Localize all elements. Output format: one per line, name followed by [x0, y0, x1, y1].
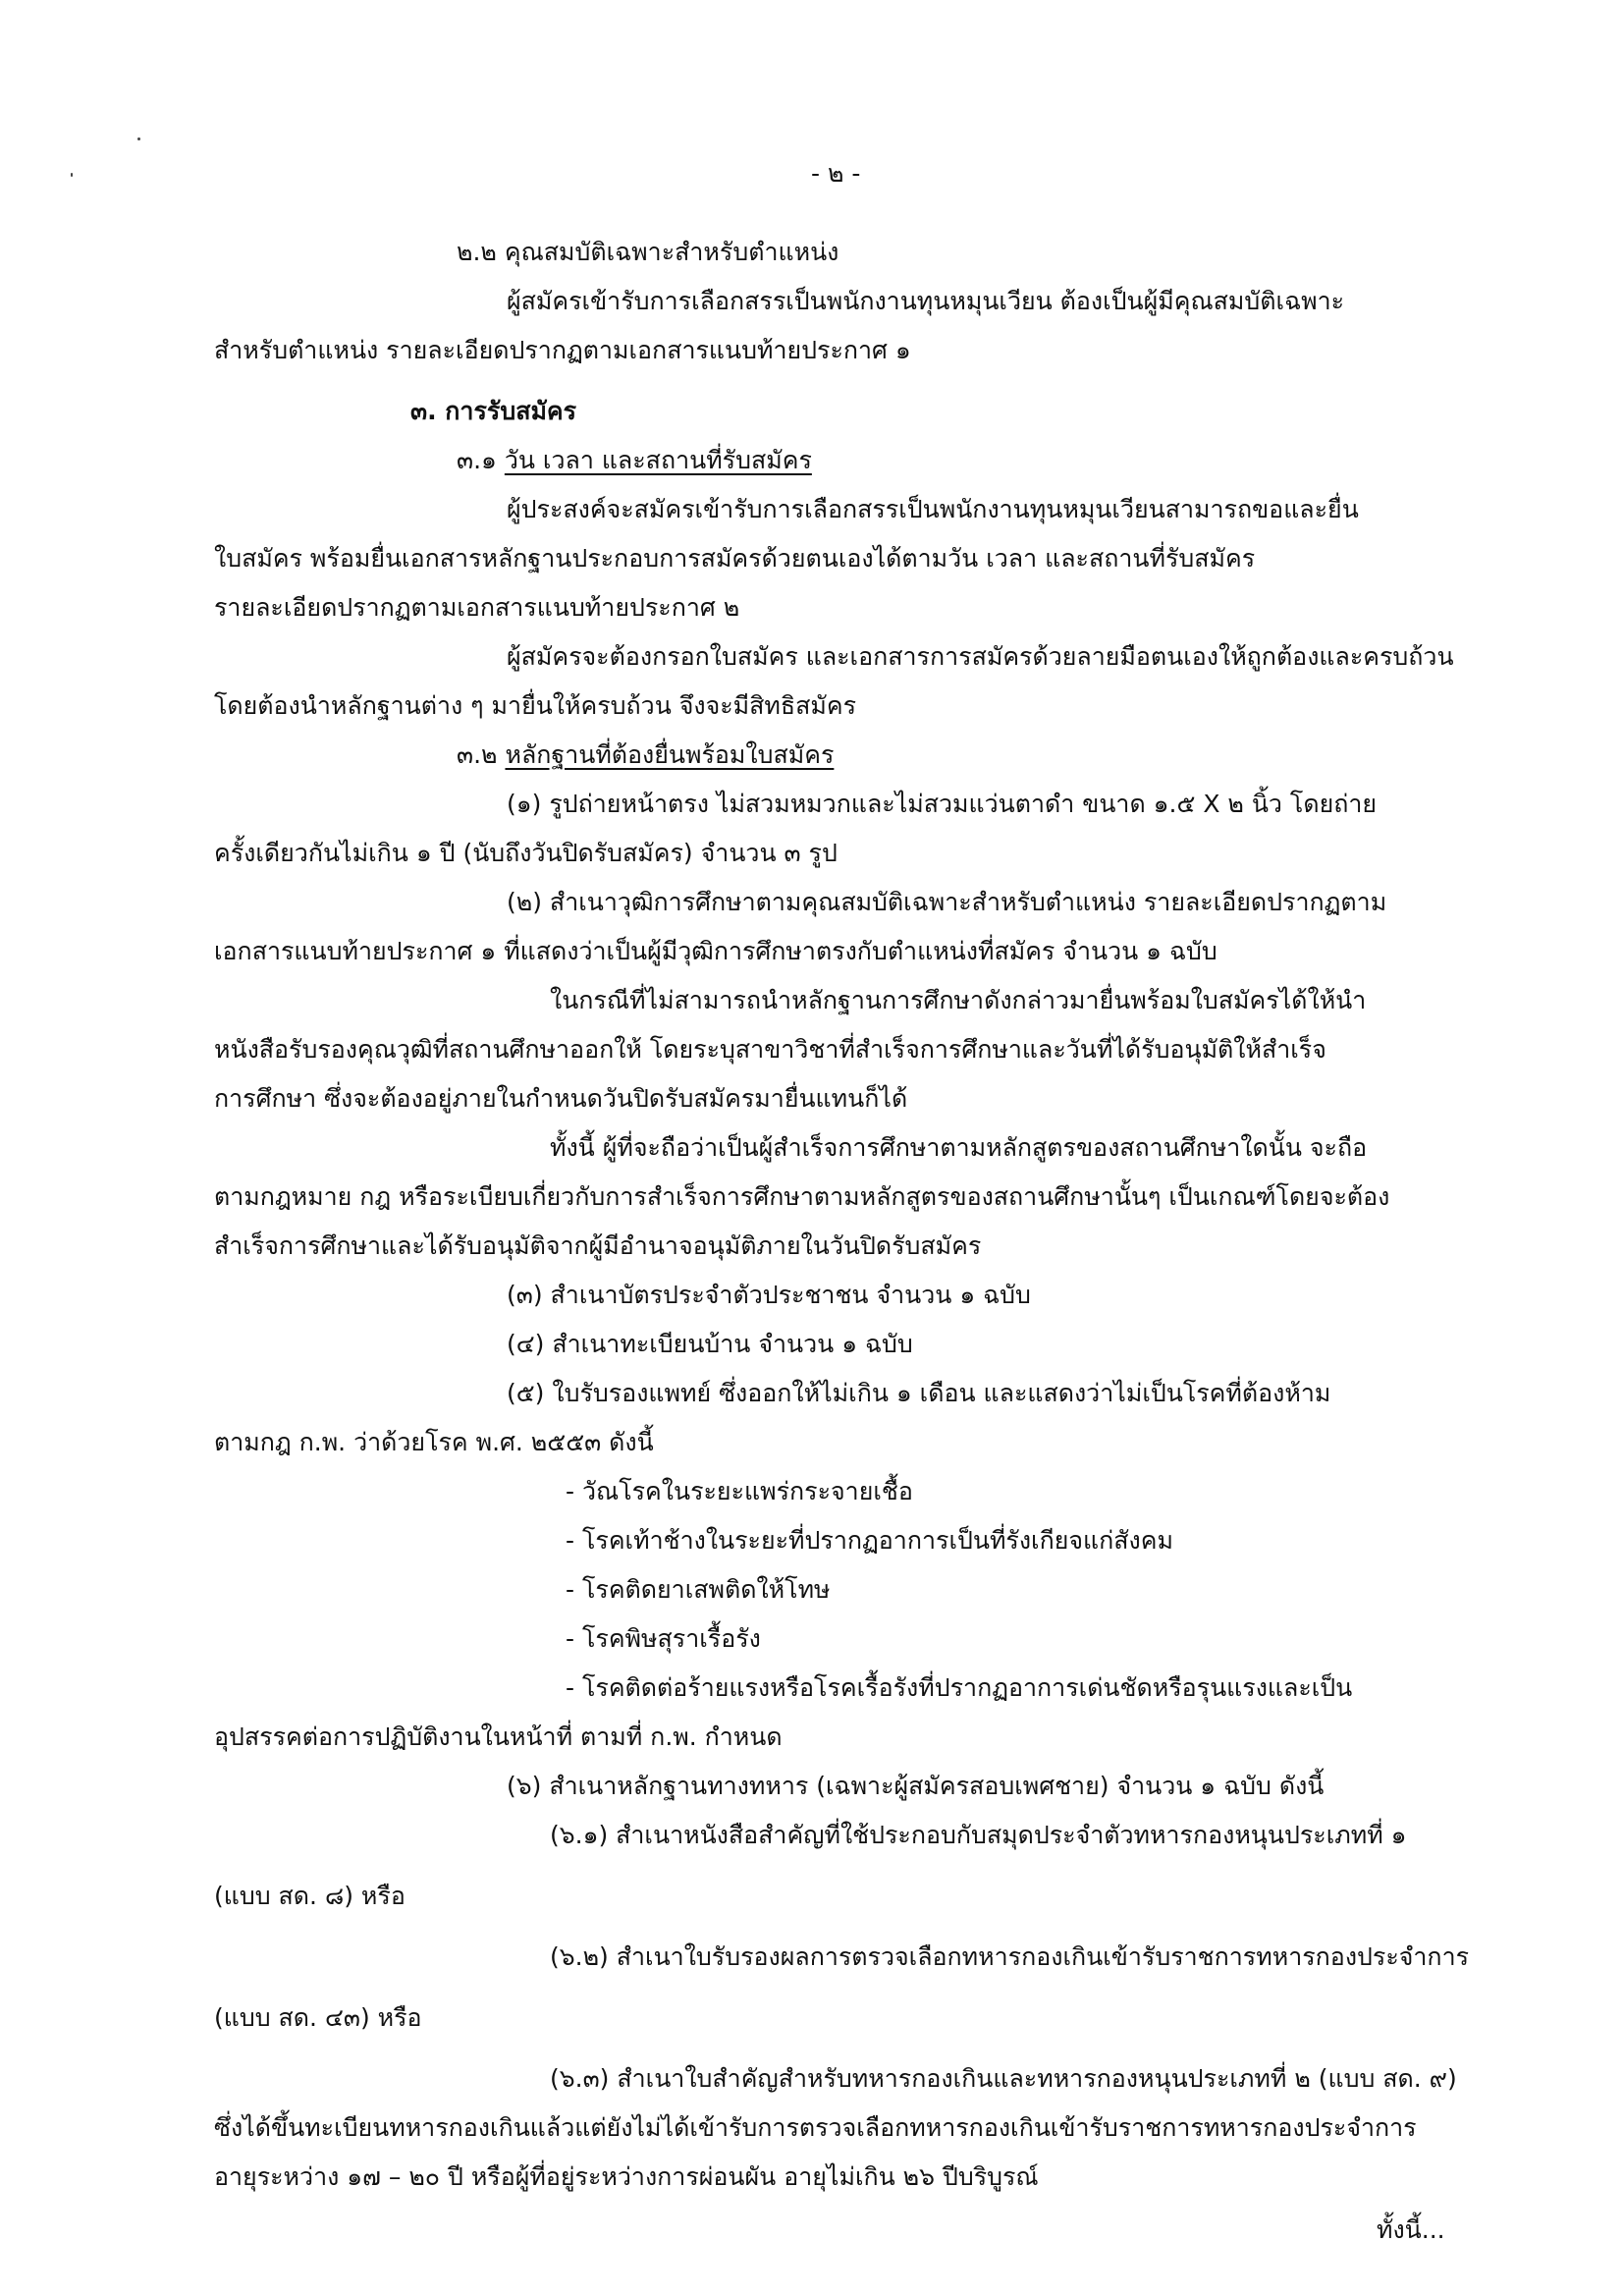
item-6-3-line: (๖.๓) สำเนาใบสำคัญสำหรับทหารกองเกินและทหารกองหนุนประเภทที่ ๒ (แบบ สด. ๙) [550, 2064, 1457, 2093]
disease-item: - โรคติดต่อร้ายแรงหรือโรคเรื้อรังที่ปรากฏอาการเด่นชัดหรือรุนแรงและเป็น [566, 1673, 1353, 1702]
item-2-note-line: หนังสือรับรองคุณวุฒิที่สถานศึกษาออกให้ โดยระบุสาขาวิชาที่สำเร็จการศึกษาและวันที่ได้รับอนุมัติให้สำเร็จ [214, 1035, 1326, 1064]
section-2-2-heading: ๒.๒ คุณสมบัติเฉพาะสำหรับตำแหน่ง [457, 238, 839, 266]
item-1-line: (๑) รูปถ่ายหน้าตรง ไม่สวมหมวกและไม่สวมแว่นตาดำ ขนาด ๑.๕ X ๒ นิ้ว โดยถ่าย [507, 790, 1378, 818]
section-3-1-para-line: รายละเอียดปรากฏตามเอกสารแนบท้ายประกาศ ๒ [214, 593, 740, 622]
item-2-note2-line: ทั้งนี้ ผู้ที่จะถือว่าเป็นผู้สำเร็จการศึกษาตามหลักสูตรของสถานศึกษาใดนั้น จะถือ [550, 1133, 1368, 1162]
disease-item: - วัณโรคในระยะแพร่กระจายเชื้อ [566, 1477, 913, 1505]
disease-item: - โรคเท้าช้างในระยะที่ปรากฏอาการเป็นที่รังเกียจแก่สังคม [566, 1526, 1173, 1555]
item-6-2-line: (๖.๒) สำเนาใบรับรองผลการตรวจเลือกทหารกองเกินเข้ารับราชการทหารกองประจำการ [550, 1942, 1470, 1971]
item-6: (๖) สำเนาหลักฐานทางทหาร (เฉพาะผู้สมัครสอบเพศชาย) จำนวน ๑ ฉบับ ดังนี้ [507, 1772, 1325, 1800]
item-6-3-line: ซึ่งได้ขึ้นทะเบียนทหารกองเกินแล้วแต่ยังไม่ได้เข้ารับการตรวจเลือกทหารกองเกินเข้ารับราชการทหารกองประจำการ [214, 2113, 1417, 2142]
item-5-line: (๕) ใบรับรองแพทย์ ซึ่งออกให้ไม่เกิน ๑ เดือน และแสดงว่าไม่เป็นโรคที่ต้องห้าม [507, 1379, 1331, 1407]
item-2-line: เอกสารแนบท้ายประกาศ ๑ ที่แสดงว่าเป็นผู้มีวุฒิการศึกษาตรงกับตำแหน่งที่สมัคร จำนวน ๑ ฉบับ [214, 937, 1217, 965]
item-3: (๓) สำเนาบัตรประจำตัวประชาชน จำนวน ๑ ฉบับ [507, 1281, 1031, 1309]
section-3-2-heading [457, 738, 834, 772]
item-4: (๔) สำเนาทะเบียนบ้าน จำนวน ๑ ฉบับ [507, 1330, 913, 1358]
item-2-note-line: ในกรณีที่ไม่สามารถนำหลักฐานการศึกษาดังกล่าวมายื่นพร้อมใบสมัครได้ให้นำ [550, 986, 1367, 1014]
section-3-1-para-line: ผู้ประสงค์จะสมัครเข้ารับการเลือกสรรเป็นพนักงานทุนหมุนเวียนสามารถขอและยื่น [507, 495, 1359, 523]
section-2-2-para-line: ผู้สมัครเข้ารับการเลือกสรรเป็นพนักงานทุนหมุนเวียน ต้องเป็นผู้มีคุณสมบัติเฉพาะ [507, 287, 1345, 315]
page-number: - ๒ - [811, 159, 861, 188]
section-2-2-para-line: สำหรับตำแหน่ง รายละเอียดปรากฏตามเอกสารแนบท้ายประกาศ ๑ [214, 336, 911, 364]
disease-item: - โรคพิษสุราเรื้อรัง [566, 1624, 761, 1653]
item-1-line: ครั้งเดียวกันไม่เกิน ๑ ปี (นับถึงวันปิดรับสมัคร) จำนวน ๓ รูป [214, 839, 838, 867]
item-6-2-line: (แบบ สด. ๔๓) หรือ [214, 2003, 422, 2032]
section-3-1-para-line: โดยต้องนำหลักฐานต่าง ๆ มายื่นให้ครบถ้วน จึงจะมีสิทธิสมัคร [214, 691, 857, 720]
scan-speck [71, 173, 73, 177]
item-2-note-line: การศึกษา ซึ่งจะต้องอยู่ภายในกำหนดวันปิดรับสมัครมายื่นแทนก็ได้ [214, 1084, 908, 1113]
section-3-1-title: วัน เวลา และสถานที่รับสมัคร [504, 446, 812, 474]
section-3-1-number: ๓.๑ [457, 446, 505, 474]
item-5-line: ตามกฎ ก.พ. ว่าด้วยโรค พ.ศ. ๒๕๕๓ ดังนี้ [214, 1428, 654, 1456]
scan-speck [137, 137, 140, 140]
section-3-2-number: ๓.๒ [457, 740, 506, 769]
section-3-2-title: หลักฐานที่ต้องยื่นพร้อมใบสมัคร [505, 740, 835, 769]
section-3-1-para-line: ผู้สมัครจะต้องกรอกใบสมัคร และเอกสารการสมัครด้วยลายมือตนเองให้ถูกต้องและครบถ้วน [507, 642, 1454, 671]
item-2-line: (๒) สำเนาวุฒิการศึกษาตามคุณสมบัติเฉพาะสำหรับตำแหน่ง รายละเอียดปรากฏตาม [507, 888, 1387, 916]
item-2-note2-line: ตามกฎหมาย กฎ หรือระเบียบเกี่ยวกับการสำเร็จการศึกษาตามหลักสูตรของสถานศึกษานั้นๆ เป็นเกณฑ์โดยจะต้อง [214, 1182, 1390, 1211]
item-6-1-line: (๖.๑) สำเนาหนังสือสำคัญที่ใช้ประกอบกับสมุดประจำตัวทหารกองหนุนประเภทที่ ๑ [550, 1821, 1407, 1849]
section-3-1-para-line: ใบสมัคร พร้อมยื่นเอกสารหลักฐานประกอบการสมัครด้วยตนเองได้ตามวัน เวลา และสถานที่รับสมัคร [214, 544, 1256, 573]
item-2-note2-line: สำเร็จการศึกษาและได้รับอนุมัติจากผู้มีอำนาจอนุมัติภายในวันปิดรับสมัคร [214, 1231, 982, 1260]
continuation-marker: ทั้งนี้... [1377, 2215, 1445, 2244]
section-3-heading: ๓. การรับสมัคร [410, 397, 577, 425]
section-3-1-heading [457, 444, 812, 477]
item-6-3-line: อายุระหว่าง ๑๗ – ๒๐ ปี หรือผู้ที่อยู่ระหว่างการผ่อนผัน อายุไม่เกิน ๒๖ ปีบริบูรณ์ [214, 2162, 1039, 2191]
disease-item: - โรคติดยาเสพติดให้โทษ [566, 1575, 831, 1604]
disease-item-continued: อุปสรรคต่อการปฏิบัติงานในหน้าที่ ตามที่ ก.พ. กำหนด [214, 1722, 783, 1751]
item-6-1-line: (แบบ สด. ๘) หรือ [214, 1882, 406, 1910]
